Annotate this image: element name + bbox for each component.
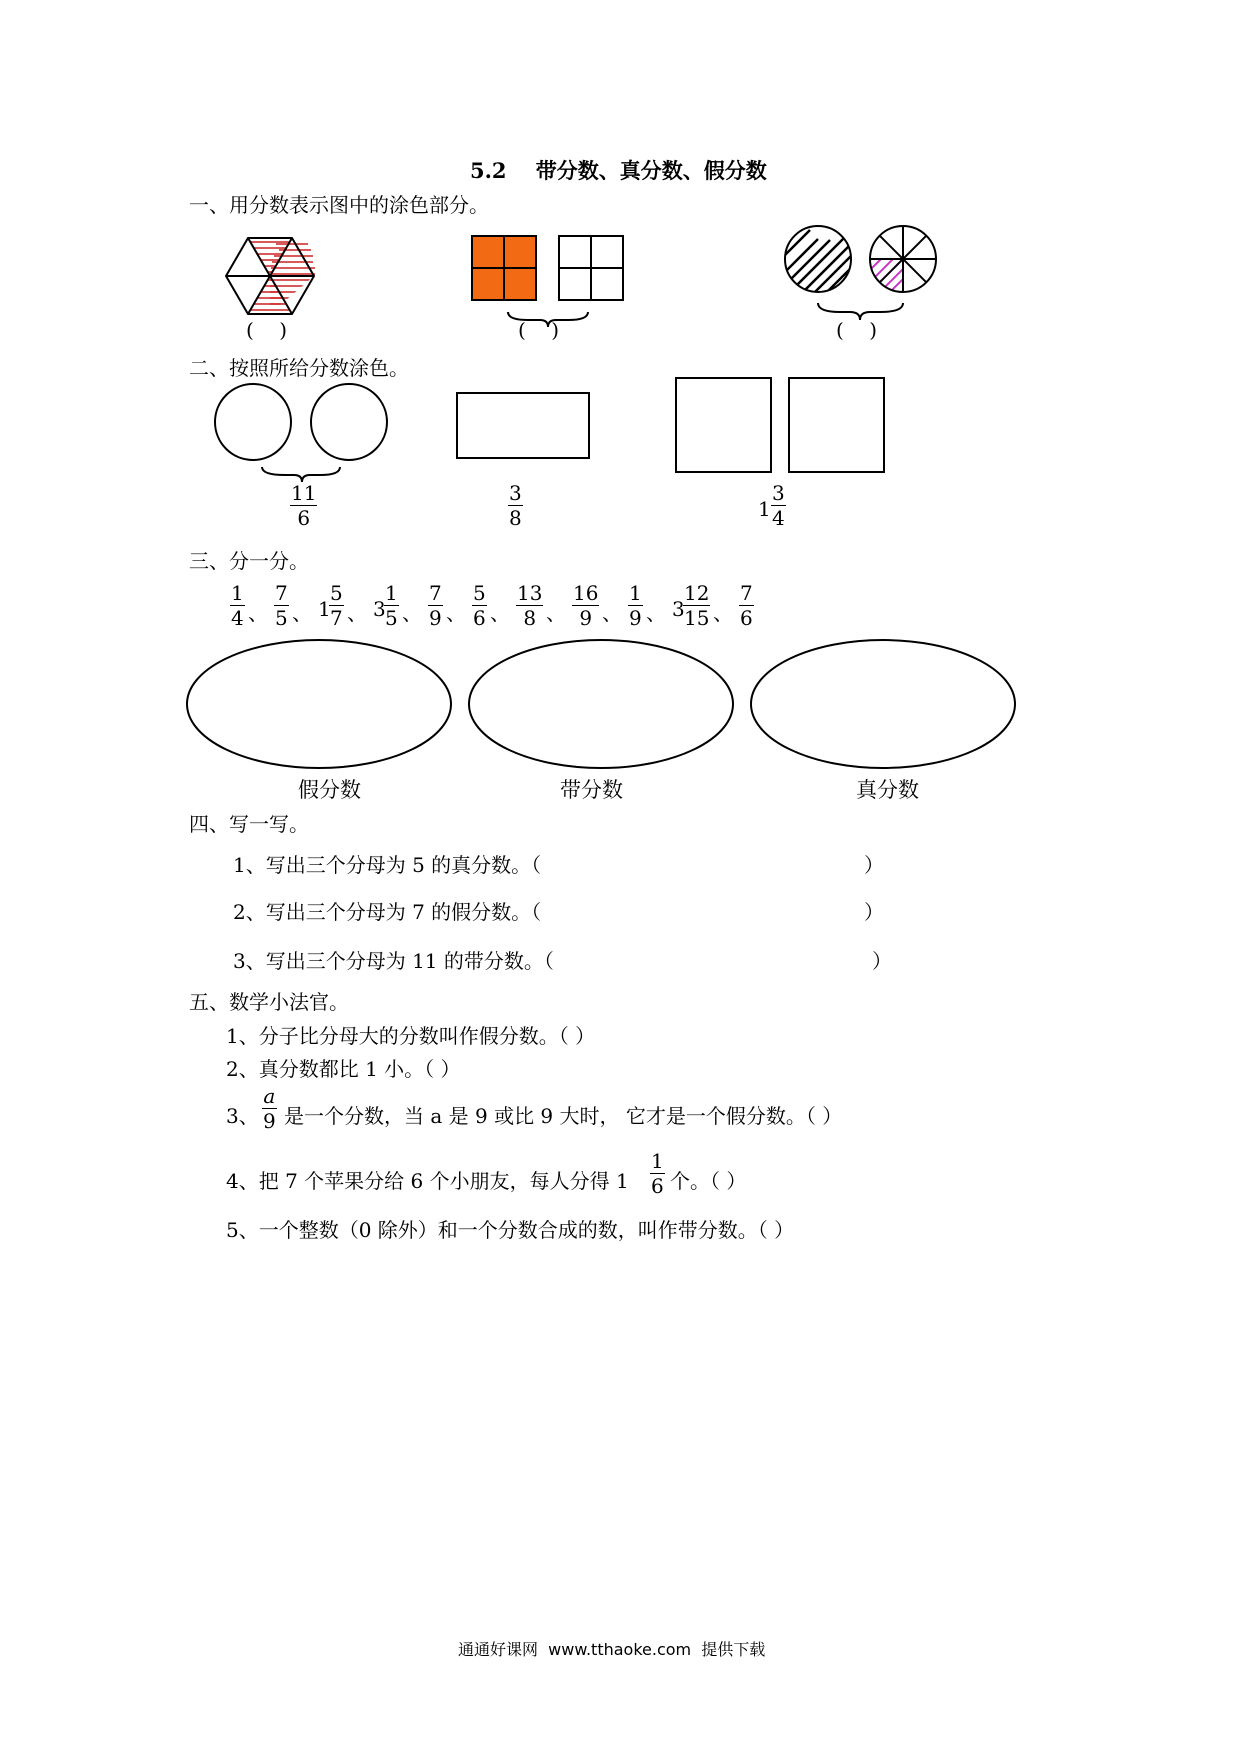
page-title: 5.2 带分数、真分数、假分数 [470, 158, 767, 183]
two-circles-figure [215, 384, 387, 482]
fraction-denominator: 6 [740, 606, 753, 630]
fraction-denominator: 7 [330, 606, 343, 630]
section2-heading: 二、按照所给分数涂色。 [189, 356, 409, 380]
fraction-denominator: 5 [385, 606, 398, 630]
fraction-denominator: 6 [473, 606, 486, 630]
fraction-denominator: 4 [231, 606, 244, 630]
judge-item-1: 1、分子比分母大的分数叫作假分数。（ ） [226, 1024, 596, 1048]
fraction-numerator: a [263, 1084, 276, 1108]
fraction-denominator: 9 [579, 606, 593, 630]
fraction-numerator: 11 [291, 481, 317, 505]
fraction-numerator: 13 [517, 581, 543, 605]
footer-source: 通通好课网 www.tthaoke.com 提供下载 [458, 1640, 766, 1659]
judge-item-3-prefix: 3、 [226, 1104, 259, 1128]
mixed-whole: 1 [318, 597, 331, 621]
judge-item-5: 5、一个整数（0 除外）和一个分数合成的数，叫作带分数。（ ） [226, 1218, 795, 1242]
fraction-item [384, 582, 399, 629]
fraction-item [739, 582, 754, 629]
fraction-numerator: 1 [385, 581, 398, 605]
answer-blank-hexagon[interactable]: ( ) [246, 318, 288, 342]
separator: 、 [248, 601, 268, 625]
ellipse-mixed [469, 640, 733, 768]
fraction-item [329, 582, 344, 629]
fraction-item [230, 582, 245, 629]
fraction-denominator: 6 [651, 1174, 664, 1198]
fraction-denominator: 8 [509, 506, 522, 530]
fraction-numerator: 3 [509, 481, 522, 505]
section1-heading: 一、用分数表示图中的涂色部分。 [189, 193, 489, 217]
fraction-item [472, 582, 487, 629]
fraction-11-6 [290, 482, 317, 529]
ellipse-label-proper: 真分数 [856, 778, 919, 802]
hexagon-figure [226, 238, 320, 314]
separator: 、 [546, 601, 566, 625]
fraction-denominator: 9 [263, 1109, 276, 1133]
ellipse-proper [751, 640, 1015, 768]
circles-figure [760, 226, 936, 320]
ellipse-label-mixed: 带分数 [560, 778, 623, 802]
fraction-denominator: 9 [429, 606, 442, 630]
fraction-denominator: 6 [297, 506, 311, 530]
judge-item-4-prefix: 4、把 7 个苹果分给 6 个小朋友，每人分得 1 [226, 1169, 629, 1193]
write-item-2-close: ） [864, 900, 884, 924]
separator: 、 [347, 601, 367, 625]
mixed-whole: 3 [373, 597, 386, 621]
write-item-1-close: ） [864, 853, 884, 877]
write-item-3: 3、写出三个分母为 11 的带分数。（ [233, 949, 554, 973]
answer-blank-squares[interactable]: ( ) [518, 318, 560, 342]
fraction-a-9 [262, 1085, 277, 1132]
fraction-1-1-6 [650, 1150, 665, 1197]
fraction-item [628, 582, 643, 629]
fraction-3-8 [508, 482, 523, 529]
separator: 、 [446, 601, 466, 625]
fraction-numerator: 7 [429, 581, 442, 605]
square-right-figure [789, 378, 884, 472]
section4-heading: 四、写一写。 [189, 812, 309, 836]
rectangle-figure [457, 393, 589, 458]
judge-item-3-text: 是一个分数，当 a 是 9 或比 9 大时， 它才是一个假分数。（ ） [284, 1104, 843, 1128]
fraction-numerator: 1 [651, 1149, 664, 1173]
section3-heading: 三、分一分。 [189, 549, 309, 573]
fraction-item [683, 582, 710, 629]
fraction-item [274, 582, 289, 629]
fraction-numerator: 7 [740, 581, 753, 605]
fraction-item [572, 582, 599, 629]
judge-item-2: 2、真分数都比 1 小。（ ） [226, 1057, 461, 1081]
separator: 、 [646, 601, 666, 625]
fraction-item [428, 582, 443, 629]
fraction-1-3-4 [771, 482, 786, 529]
separator: 、 [292, 601, 312, 625]
answer-blank-circles[interactable]: ( ) [836, 318, 878, 342]
squares-figure [472, 236, 623, 327]
fraction-numerator: 5 [473, 581, 486, 605]
fraction-denominator: 15 [684, 606, 710, 630]
fraction-numerator: 1 [231, 581, 244, 605]
fraction-numerator: 7 [275, 581, 288, 605]
write-item-1: 1、写出三个分母为 5 的真分数。（ [233, 853, 542, 877]
mixed-whole: 3 [672, 597, 685, 621]
fraction-denominator: 8 [523, 606, 537, 630]
separator: 、 [402, 601, 422, 625]
square-left-figure [676, 378, 771, 472]
fraction-denominator: 9 [629, 606, 642, 630]
fraction-numerator: 12 [684, 581, 710, 605]
fraction-numerator: 5 [330, 581, 343, 605]
section5-heading: 五、数学小法官。 [189, 990, 349, 1014]
fraction-numerator: 3 [772, 481, 785, 505]
mixed-whole: 1 [758, 497, 771, 521]
fraction-denominator: 4 [772, 506, 785, 530]
separator: 、 [602, 601, 622, 625]
fraction-denominator: 5 [275, 606, 288, 630]
separator: 、 [713, 601, 733, 625]
judge-item-4-suffix: 个。（ ） [670, 1169, 747, 1193]
ellipse-improper [187, 640, 451, 768]
separator: 、 [490, 601, 510, 625]
fraction-numerator: 1 [629, 581, 642, 605]
fraction-item [516, 582, 543, 629]
ellipse-label-improper: 假分数 [298, 778, 361, 802]
write-item-2: 2、写出三个分母为 7 的假分数。（ [233, 900, 542, 924]
fraction-numerator: 16 [573, 581, 599, 605]
write-item-3-close: ） [872, 949, 892, 973]
